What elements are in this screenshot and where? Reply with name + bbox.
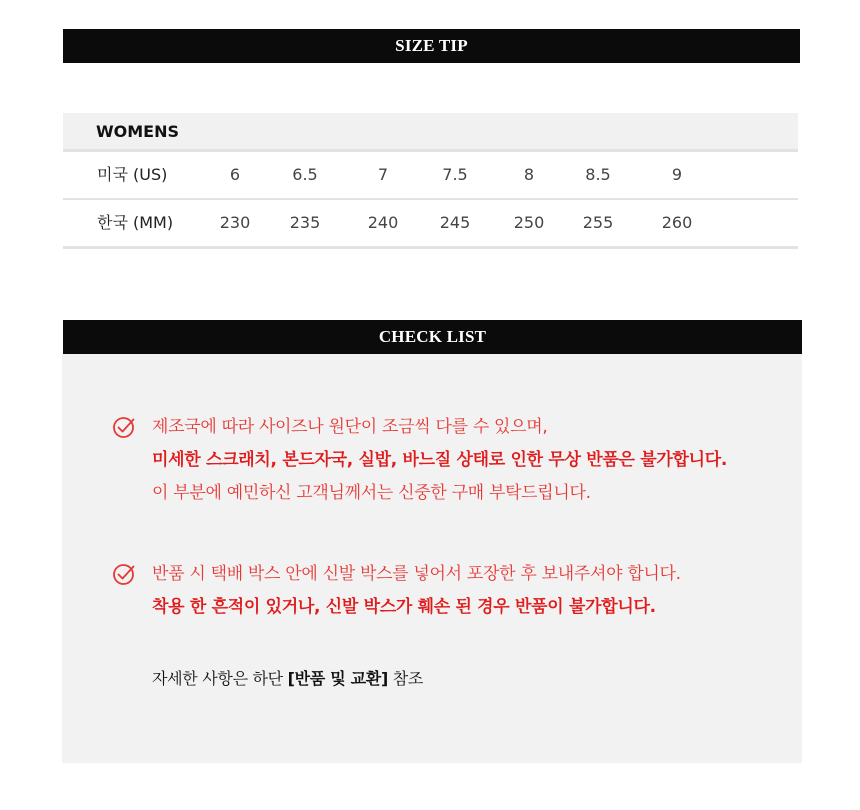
check-line-emphasis: 미세한 스크래치, 본드자국, 실밥, 바느질 상태로 인한 무상 반품은 불가합니다. [152, 450, 727, 470]
note-highlight: [반품 및 교환] [287, 669, 388, 688]
note-prefix: 자세한 사항은 하단 [152, 669, 288, 688]
row-label: 한국 (MM) [97, 213, 174, 232]
size-cell: 8 [523, 165, 535, 184]
check-circle-icon [112, 562, 136, 586]
check-list-title: CHECK LIST [378, 327, 487, 346]
size-cell: 250 [513, 213, 545, 232]
check-circle-icon [112, 415, 136, 439]
size-cell: 230 [219, 213, 251, 232]
size-cell: 240 [367, 213, 399, 232]
size-cell: 255 [582, 213, 614, 232]
size-group-label: WOMENS [96, 121, 180, 141]
note-suffix: 참조 [387, 669, 424, 688]
size-tip-title: SIZE TIP [395, 36, 468, 55]
check-item-text [152, 562, 681, 628]
size-cell: 245 [439, 213, 471, 232]
check-line-emphasis: 착용 한 흔적이 있거나, 신발 박스가 훼손 된 경우 반품이 불가합니다. [152, 597, 656, 617]
size-tip-title-bar [63, 29, 800, 63]
size-row-mm [63, 200, 798, 249]
size-table-header [63, 113, 798, 152]
check-item-text [152, 415, 727, 514]
check-list-panel [62, 354, 802, 763]
size-cell: 6.5 [292, 165, 318, 184]
size-cell: 7 [377, 165, 389, 184]
check-list-title-bar [63, 320, 802, 354]
size-row-us [63, 152, 798, 200]
check-line: 반품 시 택배 박스 안에 신발 박스를 넣어서 포장한 후 보내주셔야 합니다. [152, 564, 681, 584]
size-cell: 9 [671, 165, 683, 184]
check-line: 이 부분에 예민하신 고객님께서는 신중한 구매 부탁드립니다. [152, 483, 591, 503]
size-cell: 6 [229, 165, 241, 184]
size-cell: 7.5 [442, 165, 468, 184]
return-policy-note [152, 666, 423, 689]
row-label: 미국 (US) [97, 165, 168, 184]
check-line: 제조국에 따라 사이즈나 원단이 조금씩 다를 수 있으며, [152, 417, 548, 437]
size-cell: 8.5 [585, 165, 611, 184]
size-cell: 260 [661, 213, 693, 232]
size-table [63, 113, 798, 249]
size-cell: 235 [289, 213, 321, 232]
